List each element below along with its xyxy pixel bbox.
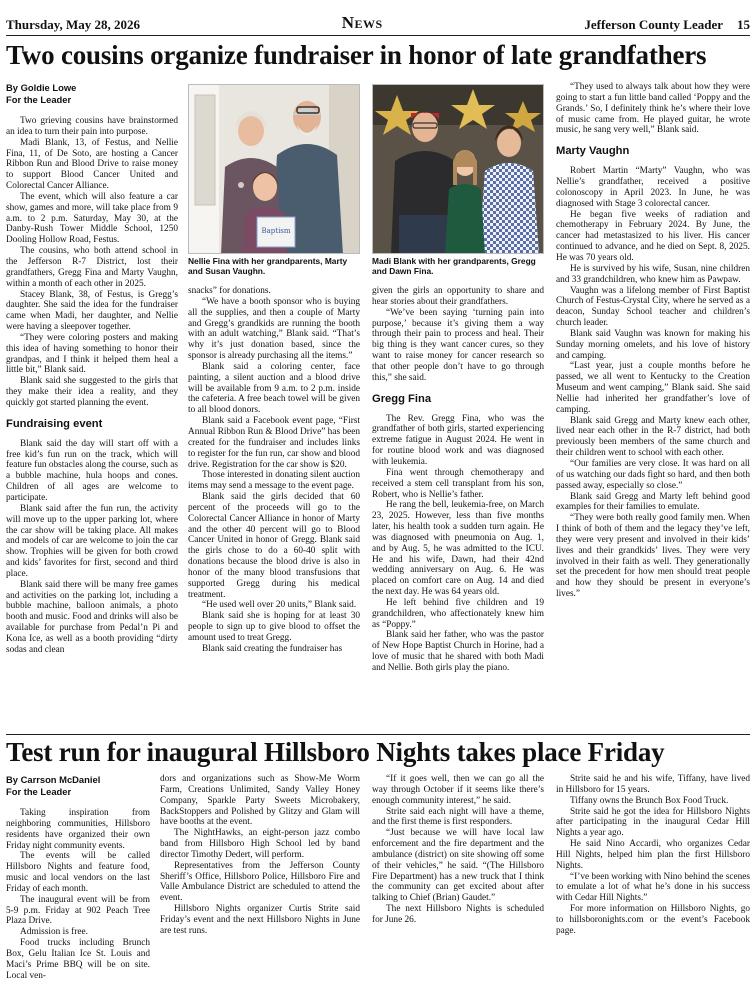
paragraph: Fina went through chemotherapy and received a stem cell transplant from his son, Robert, who is Nellie’s father. bbox=[372, 467, 544, 500]
story2-column-2 bbox=[160, 774, 360, 979]
story-divider bbox=[6, 734, 750, 735]
paragraph: Representatives from the Jefferson County Sheriff’s Office, Hillsboro Police, Hillsboro Fire and Valle Ambulance District are scheduled to attend the event. bbox=[160, 860, 360, 904]
paragraph: The event, which will also feature a car show, games and more, will take place from 9 a.m. to 2 p.m. Saturday, May 30, at the Danby-Rush Tower Middle School, 1250 Dooling Hollow Road, Festus. bbox=[6, 191, 178, 246]
story1-headline: Two cousins organize fundraiser in honor of late grandfathers bbox=[6, 40, 707, 70]
story1-column-2 bbox=[188, 286, 360, 732]
paragraph: The next Hillsboro Nights is scheduled for June 26. bbox=[372, 904, 544, 925]
paragraph: “We have a booth sponsor who is buying all the supplies, and then a couple of Marty and Gregg’s grandkids are running the booth with an adult watching,” Blank said. “That’s why it’s just donation based, since the sponsor is already purchasing all the items.” bbox=[188, 296, 360, 362]
paragraph: dors and organizations such as Show-Me Worm Farm, Creations Unlimited, Sandy Valley Honey Company, Sparkle Party Sweets Microbakery, BackStoppers and Polished by Glitzy and Glam will have booths at the event. bbox=[160, 774, 360, 828]
photo2-caption: Madi Blank with her grandparents, Gregg and Dawn Fina. bbox=[372, 256, 536, 276]
paragraph: He left behind five children and 19 grandchildren, who affectionately knew him as “Poppy.” bbox=[372, 597, 544, 630]
paragraph: He began five weeks of radiation and chemotherapy in February 2024. By June, the cancer had metastasized to his liver. His cancer continued to advance, and he died on Sept. 8, 2025. He was 70 years old. bbox=[556, 209, 750, 263]
photo-madi-gregg-dawn bbox=[372, 84, 544, 254]
story1-column-1 bbox=[6, 82, 178, 732]
paragraph: “We’ve been saying ‘turning pain into purpose,’ because it’s giving them a way through their pain to process and heal. Their big thing is they want cancer cures, so they want to raise money for cancer research so that other people don’t have to go through this,” she said. bbox=[372, 307, 544, 383]
paragraph: He said Nino Accardi, who organizes Cedar Hill Nights, helped him plan the first Hillsboro Nights. bbox=[556, 839, 750, 871]
story1-column-3 bbox=[372, 286, 544, 732]
paragraph: The inaugural event will be from 5-9 p.m. Friday at 902 Peach Tree Plaza Drive. bbox=[6, 894, 150, 927]
paragraph: Blank said she suggested to the girls that they make their idea a reality, and they quickly got started planning the event. bbox=[6, 376, 178, 408]
paragraph: “Our families are very close. It was hard on all of us watching our dads fight so hard, and then both passed away, especially so close.” bbox=[556, 459, 750, 491]
paragraph: Blank said the girls decided that 60 percent of the proceeds will go to the Colorectal Cancer Alliance in honor of Marty and the other 40 percent will go to Blood Cancer United in honor of Gregg. Blank said the girls chose to do a 60-40 split with donations because the blood drive is also in honor of the many blood transfusions that supported Gregg during his medical treatment. bbox=[188, 492, 360, 600]
paragraph: Blank said a coloring center, face painting, a silent auction and a blood drive will be available from 9 a.m. to 2 p.m. inside the cafeteria. A free beach towel will be given to all blood donors. bbox=[188, 361, 360, 416]
story2-author-affiliation: For the Leader bbox=[6, 785, 72, 797]
paragraph: “They were coloring posters and making this idea of having something to honor their grandpas, and I think it helped them heal a little bit,” Blank said. bbox=[6, 332, 178, 376]
story1-author: By Goldie Lowe bbox=[6, 82, 77, 93]
paragraph: Blank said her father, who was the pastor of New Hope Baptist Church in Horine, had a love of music that he shared with both Madi and Nellie. Both girls play the piano. bbox=[372, 630, 544, 673]
paper-name: Jefferson County Leader bbox=[584, 17, 723, 32]
story1-byline bbox=[6, 82, 178, 105]
paragraph: The Rev. Gregg Fina, who was the grandfather of both girls, started experiencing extreme fatigue in August 2024. He went in for routine blood work and was diagnosed with leukemia. bbox=[372, 413, 544, 467]
paragraph: Two grieving cousins have brainstormed an idea to turn their pain into purpose. bbox=[6, 116, 178, 137]
paragraph: Strite said each night will have a theme, and the first theme is first responders. bbox=[372, 806, 544, 828]
story2-headline: Test run for inaugural Hillsboro Nights takes place Friday bbox=[6, 737, 665, 767]
paragraph: Hillsboro Nights organizer Curtis Strite said Friday’s event and the next Hillsboro Nights in June are test runs. bbox=[160, 904, 360, 936]
paragraph: “They were both really good family men. When I think of both of them and the legacy they’ve left, they were very present and involved in their kids’ lives and their grandkids’ lives. They were very involved in their faith as well. They generationally set the precedent for how men should treat people and how they should be present in everyone’s lives.” bbox=[556, 513, 750, 600]
story2-column-1 bbox=[6, 774, 150, 979]
paragraph: Admission is free. bbox=[20, 927, 88, 938]
photo-madi-gregg-dawn-image bbox=[373, 85, 544, 254]
paragraph: Blank said Vaughn was known for making his Sunday morning omelets, and his love of history and camping. bbox=[556, 328, 750, 361]
story2-column-4 bbox=[556, 774, 750, 979]
paragraph: “They used to always talk about how they were going to start a fun little band called ‘Poppy and the Grands.’ So, I definitely think he’s where their love of music came from. He played guitar, he wrote music, he sang very well,” Blank said. bbox=[556, 82, 750, 136]
page-header bbox=[6, 6, 750, 36]
photo-nellie-marty-susan bbox=[188, 84, 360, 254]
story2-byline bbox=[6, 774, 150, 797]
paragraph: For more information on Hillsboro Nights, go to hillsboronights.com or the event’s Facebook page. bbox=[556, 904, 750, 936]
paragraph: Tiffany owns the Brunch Box Food Truck. bbox=[570, 795, 729, 806]
paragraph: Blank said the day will start off with a free kid’s fun run on the track, which will feature fun obstacles along the course, such as a bubble machine, hula hoops and cones. Children of all ages are welcome to participate. bbox=[6, 438, 178, 503]
paragraph: Blank said she is hoping for at least 30 people to sign up to give blood to offset the amount used to treat Gregg. bbox=[188, 611, 360, 643]
paragraph: “He used well over 20 units,” Blank said. bbox=[202, 600, 357, 611]
paragraph: “Last year, just a couple months before he passed, we all went to Kentucky to the Creation Museum and went camping,” Blank said. She said Nellie had inherited her grandfather’s love of camping. bbox=[556, 361, 750, 415]
paragraph: The events will be called Hillsboro Nights and feature food, music and local vendors on the last Friday of each month. bbox=[6, 851, 150, 894]
paragraph: The NightHawks, an eight-person jazz combo band from Hillsboro High School led by band director Timothy Dedert, will perform. bbox=[160, 828, 360, 860]
paragraph: Food trucks including Brunch Box, Gelu Italian Ice St. Louis and Maci’s Prime BBQ will be on site. Local ven- bbox=[6, 938, 150, 979]
issue-date: Thursday, May 28, 2026 bbox=[6, 17, 140, 32]
paragraph: Stacey Blank, 38, of Festus, is Gregg’s daughter. She said the idea for the fundraiser came when Madi, her daughter, and Nellie were having a sleepover together. bbox=[6, 289, 178, 333]
baptism-sign-text: Baptism bbox=[261, 227, 291, 235]
paragraph: Madi Blank, 13, of Festus, and Nellie Fina, 11, of De Soto, are hosting a Cancer Ribbon Run and Blood Drive to raise money to support Blood Cancer United and Colorectal Cancer Alliance. bbox=[6, 137, 178, 192]
paragraph: Blank said creating the fundraiser has bbox=[202, 643, 343, 654]
paragraph: Those interested in donating silent auction items may send a message to the event page. bbox=[188, 470, 360, 492]
paragraph: “I’ve been working with Nino behind the scenes to emulate a lot of what he’s done in his success with Cedar Hill Nights.” bbox=[556, 871, 750, 904]
paragraph: “Just because we will have local law enforcement and the fire department and the ambulance (district) on site showing off some of their vehicles,” he said. “(The Hillsboro Fire Department) has a new truck that I think the community can get excited about after talking to Chief (Brian) Gaudet.” bbox=[372, 828, 544, 904]
paragraph: Robert Martin “Marty” Vaughn, who was Nellie’s grandfather, received a positive colonoscopy in April 2023. In June, he was diagnosed with Stage 3 colorectal cancer. bbox=[556, 166, 750, 209]
paragraph: Vaughn was a lifelong member of First Baptist Church of Festus-Crystal City, where he served as a deacon, Sunday School teacher and children’s church leader. bbox=[556, 285, 750, 329]
story1-author-affiliation: For the Leader bbox=[6, 93, 72, 105]
page-number: 15 bbox=[737, 17, 750, 32]
paragraph: Blank said there will be many free games and activities on the parking lot, including a bubble machine, balloon animals, a photo booth and music. Food and drinks will also be available for purchase from Pedal’n Pi and Kona Ice, as well as a booth providing “dirty sodas and clean bbox=[6, 579, 178, 655]
paragraph: He rang the bell, leukemia-free, on March 23, 2025. However, less than five months later, his health took a sudden turn again. He was diagnosed with pneumonia on Aug. 1, and by Aug. 5, he was admitted to the ICU. He and his wife, Dawn, had their 42nd wedding anniversary on Aug. 6. He was placed on comfort care on Aug. 14 and died the next day. He was 64 years old. bbox=[372, 500, 544, 598]
paragraph: Blank said a Facebook event page, “First Annual Ribbon Run & Blood Drive” has been created for the fundraiser and includes links to register for the fun run, car show and blood drive. Registration for the car show is $20. bbox=[188, 416, 360, 470]
paragraph: Blank said Gregg and Marty left behind good examples for their families to emulate. bbox=[556, 491, 750, 513]
subhead-marty-vaughn: Marty Vaughn bbox=[556, 145, 630, 158]
story2-column-3 bbox=[372, 774, 544, 979]
story1-column-4 bbox=[556, 82, 750, 732]
photo-nellie-marty-susan-image bbox=[189, 85, 360, 254]
paper-info bbox=[584, 17, 750, 33]
paragraph: Taking inspiration from neighboring communities, Hillsboro residents have organized their own Friday night community events. bbox=[6, 808, 150, 851]
paragraph: Blank said Gregg and Marty knew each other, lived near each other in the R-7 district, had both previously been members of the same church and their children went to school with each other. bbox=[556, 415, 750, 459]
story2-author: By Carrson McDaniel bbox=[6, 774, 101, 785]
subhead-gregg-fina: Gregg Fina bbox=[372, 392, 432, 405]
paragraph: Strite said he and his wife, Tiffany, have lived in Hillsboro for 15 years. bbox=[556, 774, 750, 795]
paragraph: The cousins, who both attend school in the Jefferson R-7 District, lost their grandfathers, Gregg Fina and Marty Vaughn, within a month of each other in 2025. bbox=[6, 246, 178, 289]
paragraph: “If it goes well, then we can go all the way through October if it seems like there’s enough community interest,” he said. bbox=[372, 774, 544, 806]
paragraph: Strite said he got the idea for Hillsboro Nights after participating in the inaugural Cedar Hill Nights a year ago. bbox=[556, 806, 750, 839]
photo1-caption: Nellie Fina with her grandparents, Marty and Susan Vaughn. bbox=[188, 256, 348, 276]
paragraph: given the girls an opportunity to share and hear stories about their grandfathers. bbox=[372, 286, 544, 307]
subhead-fundraising-event: Fundraising event bbox=[6, 417, 103, 430]
paragraph: Blank said after the fun run, the activity will move up to the upper parking lot, where the car show will be taking place. All makes and models of car are welcome to join the car show. Trophies will be given for both crowd and kids’ favorites for first, second and third place. bbox=[6, 503, 178, 579]
paragraph: snacks” for donations. bbox=[188, 286, 271, 296]
paragraph: He is survived by his wife, Susan, nine children and 33 grandchildren, who knew him as Pawpaw. bbox=[556, 263, 750, 285]
section-name: News bbox=[341, 13, 383, 32]
